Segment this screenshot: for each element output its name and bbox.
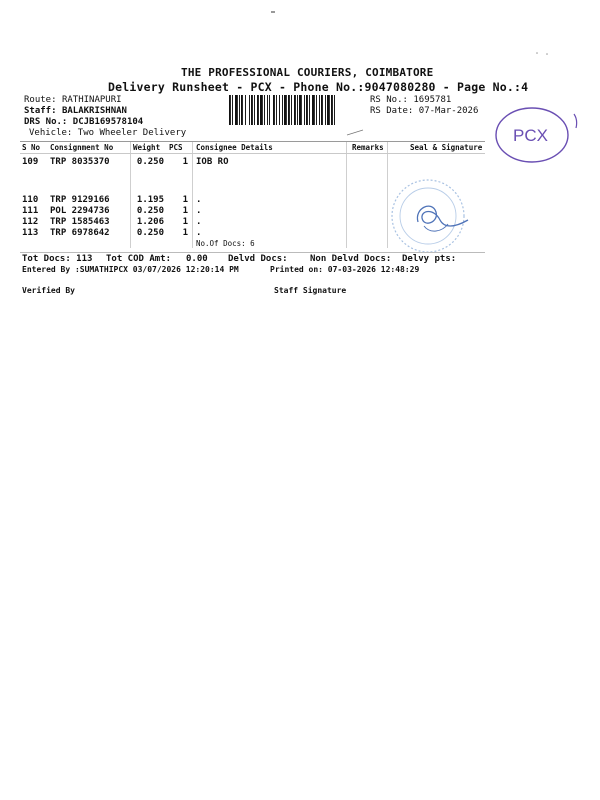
- consignee-cell: .: [196, 228, 202, 238]
- sno-cell: 110: [22, 195, 39, 205]
- pcs-cell: 1: [182, 157, 188, 167]
- consignment-cell: TRP 6978642: [50, 228, 110, 238]
- table-row: [0, 228, 600, 240]
- consignee-cell: .: [196, 195, 202, 205]
- weight-cell: 0.250: [136, 206, 164, 216]
- sno-cell: 113: [22, 228, 39, 238]
- weight-cell: 1.195: [136, 195, 164, 205]
- tot-cod-value: 0.00: [186, 254, 208, 264]
- weight-cell: 1.206: [136, 217, 164, 227]
- delvd-docs: Delvd Docs:: [228, 254, 288, 264]
- seal-stamp: [384, 178, 479, 262]
- verified-by: Verified By: [22, 286, 75, 295]
- table-header-rule: [20, 153, 485, 154]
- entered-by: Entered By :SUMATHIPCX 03/07/2026 12:20:14 PM: [22, 265, 239, 274]
- scan-speck: [271, 0, 277, 19]
- staff-signature: Staff Signature: [274, 286, 347, 295]
- col-header-consignment: Consignment No: [50, 143, 114, 152]
- consignee-cell: .: [196, 217, 202, 227]
- delvy-pts: Delvy pts:: [402, 254, 457, 264]
- pcs-cell: 1: [182, 195, 188, 205]
- scan-speck: [535, 42, 551, 61]
- consignee-cell: IOB RO: [196, 157, 229, 167]
- rs-date-line: RS Date: 07-Mar-2026: [370, 106, 479, 116]
- sno-cell: 109: [22, 157, 39, 167]
- table-top-rule: [20, 141, 485, 142]
- sno-cell: 111: [22, 206, 39, 216]
- tot-docs: Tot Docs: 113: [22, 254, 93, 264]
- col-header-sno: S No: [22, 143, 41, 152]
- route-line: Route: RATHINAPURI: [24, 95, 122, 105]
- weight-cell: 0.250: [136, 157, 164, 167]
- weight-cell: 0.250: [136, 228, 164, 238]
- rs-no-line: RS No.: 1695781: [370, 95, 452, 105]
- col-header-weight: Weight: [133, 143, 161, 152]
- pcs-cell: 1: [182, 217, 188, 227]
- col-header-pcs: PCS: [169, 143, 183, 152]
- tot-cod-label: Tot COD Amt:: [106, 254, 172, 264]
- runsheet-subtitle: Delivery Runsheet - PCX - Phone No.:9047080280 - Page No.:4: [108, 80, 529, 94]
- consignee-cell: .: [196, 206, 202, 216]
- company-title: THE PROFESSIONAL COURIERS, COIMBATORE: [181, 66, 434, 79]
- pcs-cell: 1: [182, 206, 188, 216]
- table-row: [0, 157, 600, 169]
- non-delvd-docs: Non Delvd Docs:: [310, 254, 392, 264]
- consignment-cell: TRP 8035370: [50, 157, 110, 167]
- pcs-cell: 1: [182, 228, 188, 238]
- consignment-cell: POL 2294736: [50, 206, 110, 216]
- svg-text:PCX: PCX: [513, 126, 548, 145]
- totals-rule: [20, 252, 485, 253]
- drs-line: DRS No.: DCJB169578104: [24, 117, 144, 127]
- col-header-remarks: Remarks: [352, 143, 384, 152]
- consignment-cell: TRP 1585463: [50, 217, 110, 227]
- vehicle-line: Vehicle: Two Wheeler Delivery: [29, 128, 187, 138]
- staff-line: Staff: BALAKRISHNAN: [24, 106, 127, 116]
- ink-mark: [345, 122, 365, 141]
- col-header-consignee: Consignee Details: [196, 143, 273, 152]
- col-header-seal: Seal & Signature: [410, 143, 483, 152]
- sno-cell: 112: [22, 217, 39, 227]
- consignment-cell: TRP 9129166: [50, 195, 110, 205]
- printed-on: Printed on: 07-03-2026 12:48:29: [270, 265, 420, 274]
- no-of-docs: No.Of Docs: 6: [196, 239, 255, 248]
